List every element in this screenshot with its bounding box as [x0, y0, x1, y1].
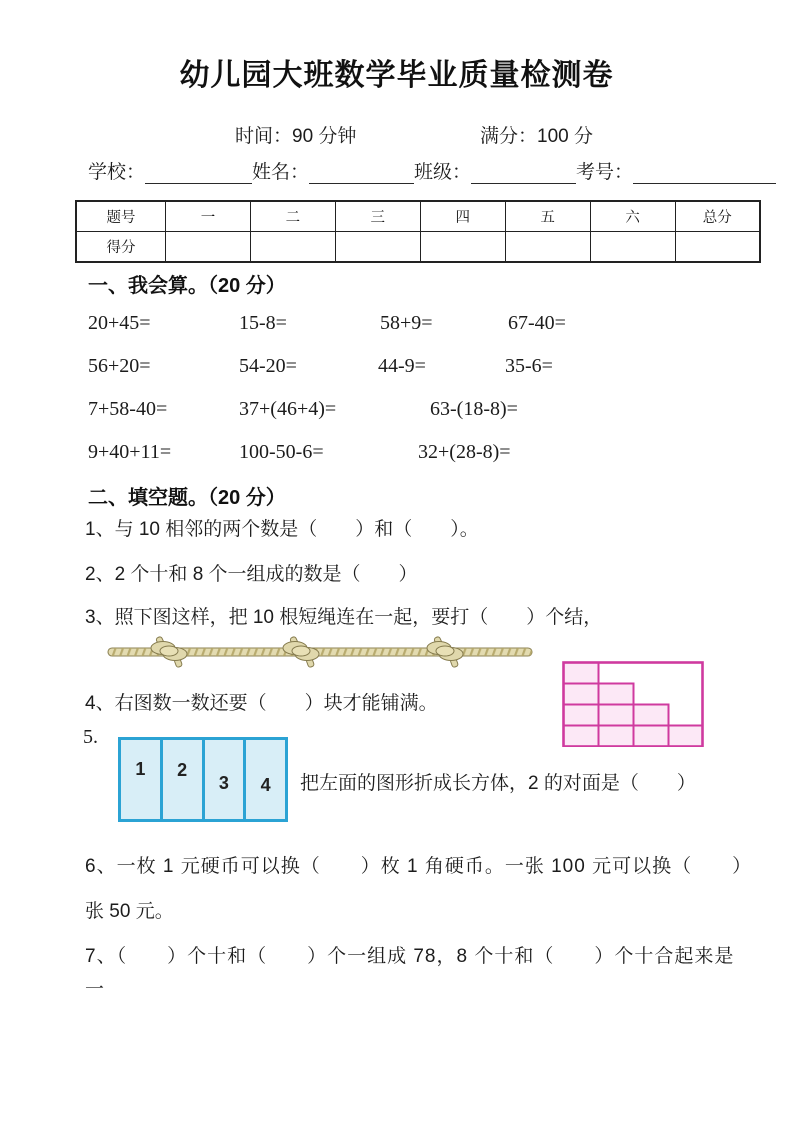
calc-item: 54-20=: [239, 355, 297, 377]
calc-item: 32+(28-8)=: [418, 441, 511, 463]
fold-strip-cell-label: 3: [218, 773, 229, 793]
column-header: 六: [590, 201, 675, 232]
rope-with-knots-illustration: [105, 633, 535, 671]
calc-item: 100-50-6=: [239, 441, 324, 463]
score-cell: [590, 232, 675, 263]
calc-item: 7+58-40=: [88, 398, 168, 420]
fold-strip-cell: [205, 740, 244, 819]
calc-item: 44-9=: [378, 355, 426, 377]
exam-no-label: 考号：: [576, 162, 634, 183]
fold-strip-cell-label: 4: [260, 775, 271, 795]
score-cell: [420, 232, 505, 263]
question-5-number: 5.: [83, 726, 98, 748]
score-cell: [250, 232, 335, 263]
fold-strip-cell: [121, 740, 160, 819]
calc-item: 35-6=: [505, 355, 553, 377]
question-6-line2: 张 50 元。: [85, 901, 174, 922]
knot-icon: [427, 636, 463, 668]
question-2: 2、2 个十和 8 个一组成的数是（ ）: [85, 564, 418, 585]
tile-grid-figure: [562, 661, 704, 747]
page-title: 幼儿园大班数学毕业质量检测卷: [179, 59, 614, 92]
time-limit-label: 时间：90 分钟: [235, 126, 357, 147]
full-score-label: 满分：100 分: [480, 126, 593, 147]
name-label: 姓名：: [252, 162, 310, 183]
column-header: 五: [505, 201, 590, 232]
question-6-line1: 6、一枚 1 元硬币可以换（ ）枚 1 角硬币。一张 100 元可以换（ ）: [85, 856, 753, 877]
class-label: 班级：: [414, 162, 472, 183]
calc-item: 58+9=: [380, 312, 433, 334]
question-4: 4、右图数一数还要（ ）块才能铺满。: [85, 693, 438, 714]
student-info-line: [88, 157, 790, 184]
question-1: 1、与 10 相邻的两个数是（ ）和（ ）。: [85, 519, 479, 540]
question-7-line2: 一: [85, 979, 105, 1000]
score-cell: [335, 232, 420, 263]
question-5-text: 把左面的图形折成长方体，2 的对面是（ ）: [300, 773, 696, 794]
score-label: 得分: [76, 232, 166, 263]
score-cell: [166, 232, 251, 263]
section2-heading: 二、填空题。（20 分）: [88, 487, 286, 509]
fold-strip-cell: [163, 740, 202, 819]
calc-item: 56+20=: [88, 355, 151, 377]
score-table-score-row: [76, 232, 760, 263]
score-cell: [675, 232, 760, 263]
column-header: 二: [250, 201, 335, 232]
fold-strip-cell-label: 2: [177, 760, 188, 780]
column-header: 总分: [675, 201, 760, 232]
knot-icon: [151, 636, 187, 668]
score-table-header-row: [76, 201, 760, 232]
column-header: 四: [420, 201, 505, 232]
score-table: [75, 200, 761, 263]
calc-item: 20+45=: [88, 312, 151, 334]
school-label: 学校：: [88, 162, 146, 183]
section1-heading: 一、我会算。（20 分）: [88, 275, 286, 297]
school-blank: [145, 161, 252, 184]
calc-item: 67-40=: [508, 312, 566, 334]
question-7-line1: 7、（ ）个十和（ ）个一组成 78，8 个十和（ ）个十合起来是: [85, 946, 735, 967]
exam-no-blank: [633, 161, 776, 184]
calc-item: 37+(46+4)=: [239, 398, 337, 420]
calc-item: 15-8=: [239, 312, 287, 334]
class-blank: [471, 161, 576, 184]
question-number-label: 题号: [76, 201, 166, 232]
score-cell: [505, 232, 590, 263]
fold-strip-cell-label: 1: [135, 759, 146, 779]
knot-icon: [283, 636, 319, 668]
calc-item: 9+40+11=: [88, 441, 172, 463]
column-header: 一: [166, 201, 251, 232]
fold-strip-cell: [246, 740, 285, 819]
fold-strip-figure: [118, 737, 288, 822]
column-header: 三: [335, 201, 420, 232]
question-3: 3、照下图这样，把 10 根短绳连在一起，要打（ ）个结，: [85, 607, 603, 628]
calc-item: 63-(18-8)=: [430, 398, 518, 420]
name-blank: [309, 161, 414, 184]
